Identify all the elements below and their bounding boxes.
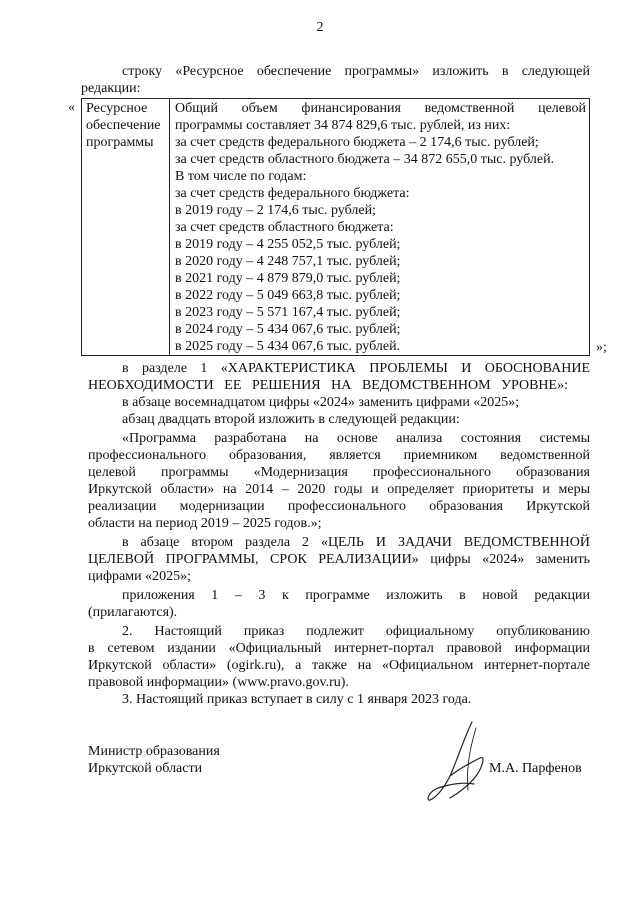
table-label-line: Ресурсное bbox=[86, 101, 148, 116]
body-line: абзац двадцать второй изложить в следующей редакции: bbox=[122, 412, 460, 427]
body-line: реализации модернизации профессионального образования Иркутской bbox=[88, 499, 590, 514]
table-row-text: за счет средств областного бюджета: bbox=[175, 220, 394, 235]
table-row-text: В том числе по годам: bbox=[175, 169, 307, 184]
body-line: приложения 1 – 3 к программе изложить в новой редакции bbox=[122, 588, 590, 603]
table-label-line: программы bbox=[86, 135, 154, 150]
intro-line-2: редакции: bbox=[81, 81, 141, 96]
table-open-quote: « bbox=[68, 100, 75, 115]
body-line: 3. Настоящий приказ вступает в силу с 1 января 2023 года. bbox=[122, 692, 472, 707]
table-row-text: в 2019 году – 4 255 052,5 тыс. рублей; bbox=[175, 237, 401, 252]
table-row-text: за счет средств областного бюджета – 34 872 655,0 тыс. рублей. bbox=[175, 152, 555, 167]
body-line: в сетевом издании «Официальный интернет-портал правовой информации bbox=[88, 641, 590, 656]
body-line: правовой информации» (www.pravo.gov.ru). bbox=[88, 675, 349, 690]
table-row-text: в 2021 году – 4 879 879,0 тыс. рублей; bbox=[175, 271, 401, 286]
table-row-text: Общий объем финансирования ведомственной целевой bbox=[175, 101, 586, 116]
body-line: «Программа разработана на основе анализа состояния системы bbox=[122, 431, 590, 446]
table-row-text: в 2024 году – 5 434 067,6 тыс. рублей; bbox=[175, 322, 401, 337]
table-row-text: в 2019 году – 2 174,6 тыс. рублей; bbox=[175, 203, 376, 218]
signatory-title-line-2: Иркутской области bbox=[88, 761, 203, 776]
table-row-text: в 2023 году – 5 571 167,4 тыс. рублей; bbox=[175, 305, 401, 320]
resource-table bbox=[81, 98, 590, 356]
body-line: ЦЕЛЕВОЙ ПРОГРАММЫ, СРОК РЕАЛИЗАЦИИ» цифры «2024» заменить bbox=[88, 552, 590, 567]
table-row-text: в 2020 году – 4 248 757,1 тыс. рублей; bbox=[175, 254, 401, 269]
table-row-text: за счет средств федерального бюджета – 2 174,6 тыс. рублей; bbox=[175, 135, 539, 150]
table-column-divider bbox=[169, 99, 170, 355]
body-line: области на период 2019 – 2025 годов.»; bbox=[88, 516, 322, 531]
body-line: в абзаце втором раздела 2 «ЦЕЛЬ И ЗАДАЧИ ВЕДОМСТВЕННОЙ bbox=[122, 535, 590, 550]
body-line: в разделе 1 «ХАРАКТЕРИСТИКА ПРОБЛЕМЫ И ОБОСНОВАНИЕ bbox=[122, 361, 590, 376]
table-row-text: в 2025 году – 5 434 067,6 тыс. рублей. bbox=[175, 339, 401, 354]
body-line: (прилагаются). bbox=[88, 605, 178, 620]
body-line: профессионального образования, является приемником ведомственной bbox=[88, 448, 590, 463]
handwritten-signature bbox=[420, 718, 500, 808]
table-label-line: обеспечение bbox=[86, 118, 161, 133]
intro-line-1: строку «Ресурсное обеспечение программы» изложить в следующей bbox=[122, 64, 590, 79]
body-line: НЕОБХОДИМОСТИ ЕЕ РЕШЕНИЯ НА ВЕДОМСТВЕННОМ УРОВНЕ»: bbox=[88, 378, 568, 393]
body-line: 2. Настоящий приказ подлежит официальному опубликованию bbox=[122, 624, 590, 639]
signatory-name: М.А. Парфенов bbox=[489, 761, 582, 776]
body-line: цифрами «2025»; bbox=[88, 569, 192, 584]
table-close-quote: »; bbox=[596, 340, 607, 355]
table-row-text: в 2022 году – 5 049 663,8 тыс. рублей; bbox=[175, 288, 401, 303]
body-line: Иркутской области» на 2014 – 2020 годы и определяет приоритеты и меры bbox=[88, 482, 590, 497]
body-line: в абзаце восемнадцатом цифры «2024» заменить цифрами «2025»; bbox=[122, 395, 520, 410]
body-line: целевой программы «Модернизация профессионального образования bbox=[88, 465, 590, 480]
signatory-title-line-1: Министр образования bbox=[88, 744, 220, 759]
page-number: 2 bbox=[316, 20, 324, 35]
body-line: Иркутской области» (ogirk.ru), а также на «Официальном интернет-портале bbox=[88, 658, 590, 673]
table-row-text: программы составляет 34 874 829,6 тыс. рублей, из них: bbox=[175, 118, 511, 133]
table-row-text: за счет средств федерального бюджета: bbox=[175, 186, 410, 201]
